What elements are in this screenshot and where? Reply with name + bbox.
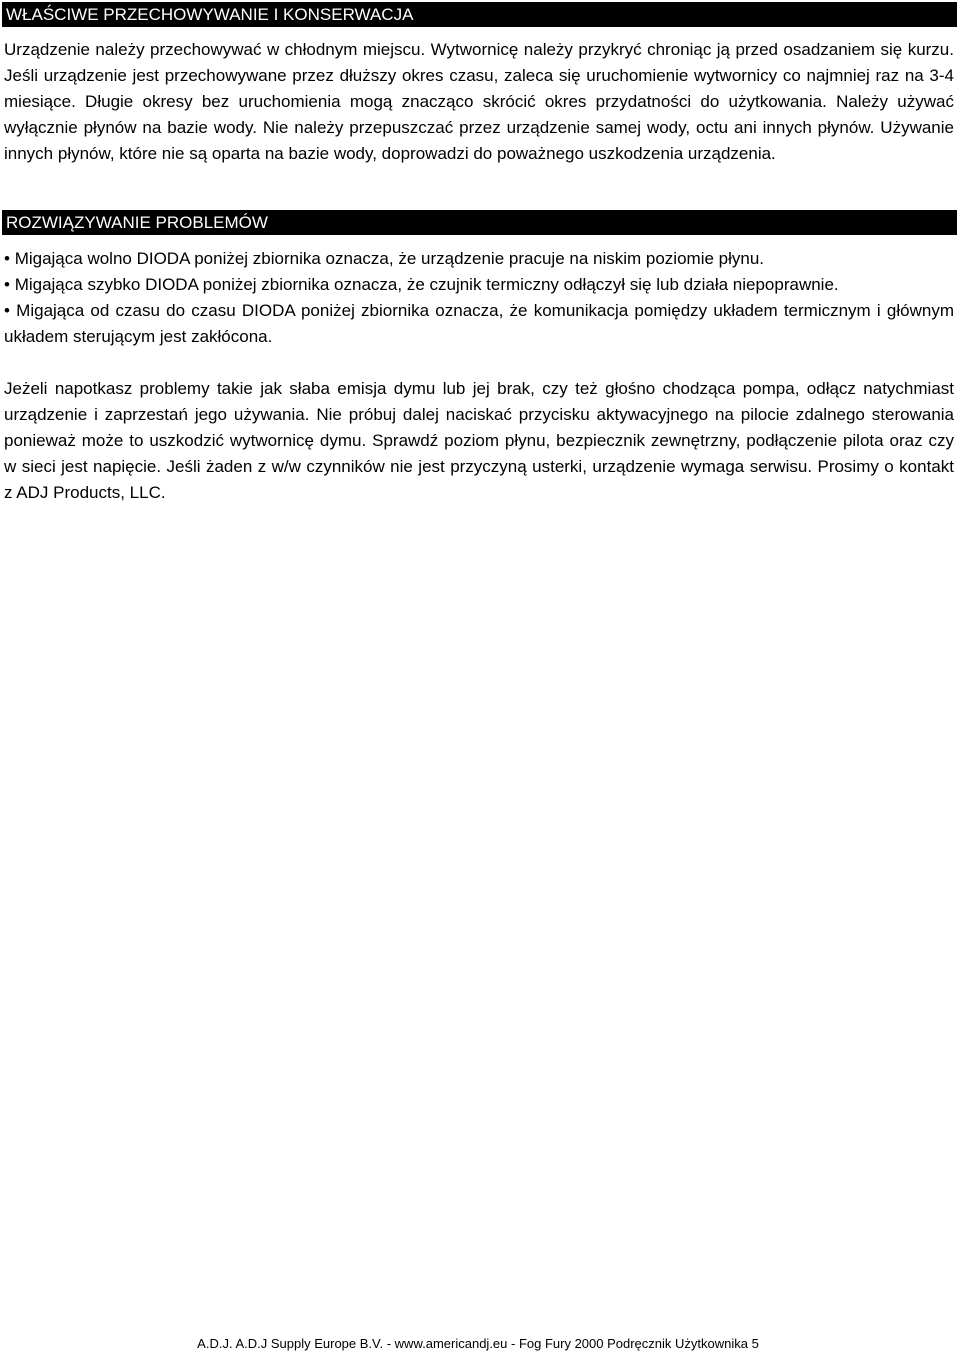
list-item bbox=[4, 298, 954, 350]
bullet-text: Migająca wolno DIODA poniżej zbiornika oznacza, że urządzenie pracuje na niskim poziomie płynu. bbox=[14, 249, 765, 268]
list-item bbox=[4, 246, 954, 272]
bullet-text: Migająca od czasu do czasu DIODA poniżej zbiornika oznacza, że komunikacja pomiędzy układem termicznym i głównym układem sterującym jest zakłócona. bbox=[4, 301, 954, 346]
bullet-text: Migająca szybko DIODA poniżej zbiornika oznacza, że czujnik termiczny odłączył się lub działa niepoprawnie. bbox=[14, 275, 839, 294]
storage-section-heading: WŁAŚCIWE PRZECHOWYWANIE I KONSERWACJA bbox=[2, 2, 957, 27]
troubleshooting-paragraph: Jeżeli napotkasz problemy takie jak słaba emisja dymu lub jej brak, czy też głośno chodząca pompa, odłącz natychmiast urządzenie i zaprzestań jego używania. Nie próbuj dalej naciskać przycisku aktywacyjnego na pilocie zdalnego sterowania ponieważ może to uszkodzić wytwornicę dymu. Sprawdź poziom płynu, bezpiecznik zewnętrzny, podłączenie pilota oraz czy w sieci jest napięcie. Jeśli żaden z w/w czynników nie jest przyczyną usterki, urządzenie wymaga serwisu. Prosimy o kontakt z ADJ Products, LLC. bbox=[4, 379, 954, 502]
bullet-marker: • bbox=[4, 275, 10, 294]
footer-text: A.D.J. A.D.J Supply Europe B.V. - www.americandj.eu - Fog Fury 2000 Podręcznik Użytkownika 5 bbox=[197, 1336, 759, 1351]
bullet-marker: • bbox=[4, 301, 10, 320]
page-footer bbox=[0, 1335, 960, 1353]
storage-paragraph: Urządzenie należy przechowywać w chłodnym miejscu. Wytwornicę należy przykryć chroniąc ją przed osadzaniem się kurzu. Jeśli urządzenie jest przechowywane przez dłuższy okres czasu, zaleca się uruchomienie wytwornicy co najmniej raz na 3-4 miesiące. Długie okresy bez uruchomienia mogą znacząco skrócić okres przydatności do użytkowania. Należy używać wyłącznie płynów na bazie wody. Nie należy przepuszczać przez urządzenie samej wody, octu ani innych płynów. Używanie innych płynów, które nie są oparta na bazie wody, doprowadzi do poważnego uszkodzenia urządzenia. bbox=[4, 40, 954, 163]
troubleshooting-section-heading: ROZWIĄZYWANIE PROBLEMÓW bbox=[2, 210, 957, 235]
troubleshooting-bullet-list bbox=[4, 246, 954, 350]
bullet-marker: • bbox=[4, 249, 10, 268]
list-item bbox=[4, 272, 954, 298]
